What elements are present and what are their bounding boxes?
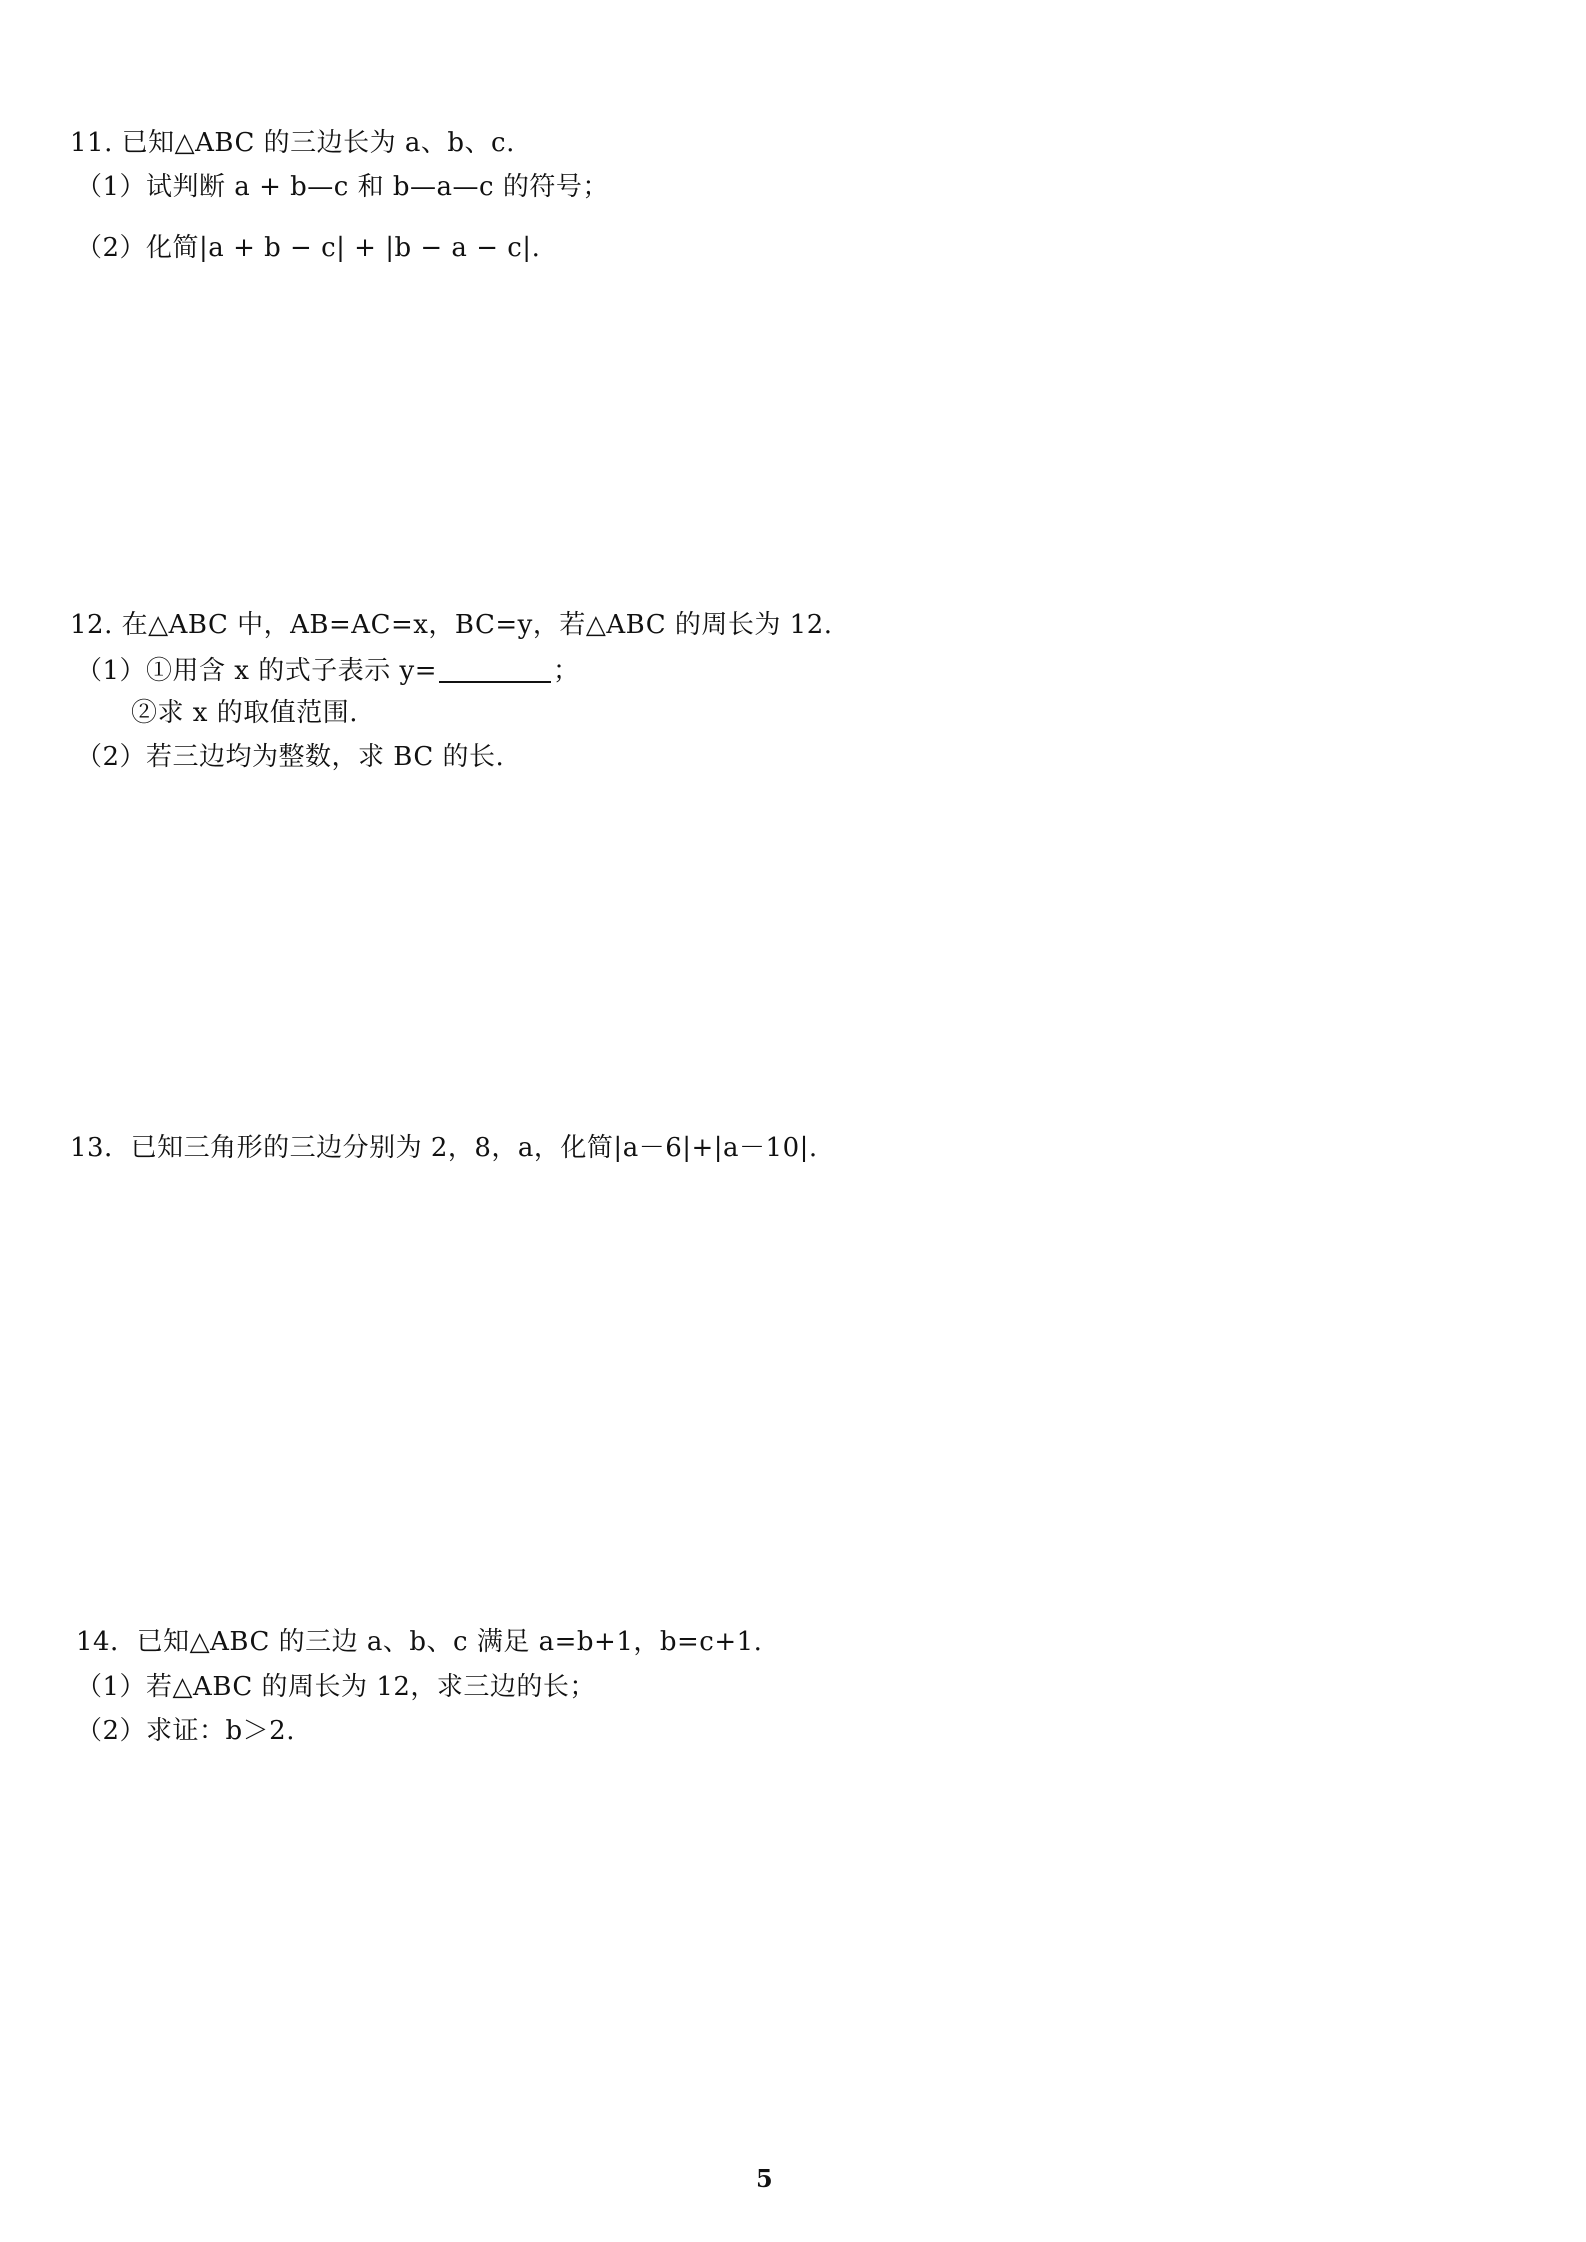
question-12-part-1-prefix: （1）①用含 x 的式子表示 y= xyxy=(76,656,437,686)
question-12-part-1-sub: ②求 x 的取值范围. xyxy=(131,698,358,728)
question-11-part-1: （1）试判断 a + b—c 和 b—a—c 的符号； xyxy=(76,172,609,202)
question-12-part-2: （2）若三边均为整数，求 BC 的长. xyxy=(76,742,505,772)
question-12-part-1-suffix: ； xyxy=(552,656,580,686)
question-11-part-2: （2）化简|a + b − c| + |b − a − c|. xyxy=(76,233,541,263)
page-number: 5 xyxy=(756,2164,773,2193)
question-14-stem: 14．已知△ABC 的三边 a、b、c 满足 a=b+1，b=c+1. xyxy=(76,1627,763,1657)
question-11-stem: 11. 已知△ABC 的三边长为 a、b、c. xyxy=(70,128,515,158)
answer-blank[interactable] xyxy=(439,657,551,683)
question-12-part-1 xyxy=(76,654,580,688)
question-14-part-2: （2）求证：b＞2. xyxy=(76,1716,295,1746)
question-12-stem: 12. 在△ABC 中，AB=AC=x，BC=y，若△ABC 的周长为 12. xyxy=(70,610,833,640)
question-14-part-1: （1）若△ABC 的周长为 12，求三边的长； xyxy=(76,1672,596,1702)
question-13-stem: 13．已知三角形的三边分别为 2，8，a，化简|a－6|+|a－10|. xyxy=(70,1133,818,1163)
